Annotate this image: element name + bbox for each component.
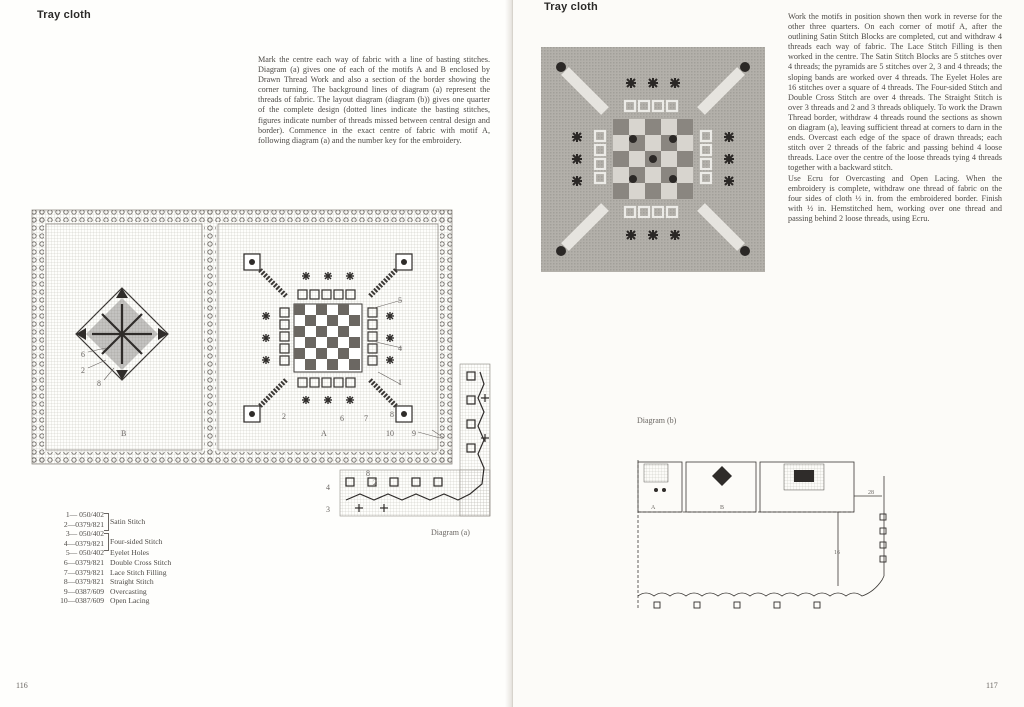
left-page-title: Tray cloth <box>37 9 91 21</box>
label-3-border: 3 <box>326 505 330 514</box>
label-9: 9 <box>412 429 416 438</box>
key-row-3: 3— 050/402 <box>65 529 104 539</box>
tray-cloth-photo <box>541 47 765 272</box>
left-instructions <box>258 55 490 146</box>
label-1: 1 <box>398 378 402 387</box>
label-2: 2 <box>282 412 286 421</box>
tray-cloth-photo-image <box>541 47 765 272</box>
left-paragraph: Mark the centre each way of fabric with a line of basting stitches. Diagram (a) gives one of each of the motifs A and B enclosed by Drawn Thread Work and also a section of the border showing the corner turning. The background lines of diagram (a) represent the threads of fabric. The layout diagram (diagram (b)) gives one quarter of the complete design (dotted lines indicate the basting stitches, figures indicate number of threads missed between central design and border). Commence in the exact centre of fabric with motif A, following diagram (a) and the number key for the embroidery. <box>258 55 490 145</box>
right-paragraph-2: Use Ecru for Overcasting and Open Lacing. When the embroidery is complete, withdraw one thread of fabric on the four sides of cloth ½ in. from the embroidered border. Finish with ½ in. Hemstitched hem, working over one thread and passing behind 2 loose threads, using Ecru. <box>788 173 1002 223</box>
label-2-b: 2 <box>81 366 85 375</box>
diagram-b <box>634 456 904 612</box>
bracket-label-four-sided: Four-sided Stitch <box>110 537 163 546</box>
key-row-6: 6—0379/821 Double Cross Stitch <box>63 557 172 567</box>
right-page-number: 117 <box>986 681 998 690</box>
label-a: A <box>321 429 327 438</box>
key-row-7: 7—0379/821 Lace Stitch Filling <box>63 567 167 577</box>
label-2-border: 2 <box>373 478 377 487</box>
label-6: 6 <box>340 414 344 423</box>
diagram-b-label-16: 16 <box>834 550 840 556</box>
key-row-5: 5— 050/402 Eyelet Holes <box>65 548 150 558</box>
right-instructions <box>788 12 1002 224</box>
right-page-title: Tray cloth <box>544 1 598 13</box>
key-row-2: 2—0379/821 <box>63 519 104 529</box>
label-8-border: 8 <box>366 469 370 478</box>
diagram-b-label-28: 28 <box>868 490 874 496</box>
diagram-b-caption: Diagram (b) <box>637 416 677 425</box>
key-row-10: 10—0387/609 Open Lacing <box>60 596 150 606</box>
left-page-number: 116 <box>16 681 28 690</box>
bracket-satin <box>104 513 109 531</box>
stitch-key <box>30 510 171 606</box>
label-8: 8 <box>390 410 394 419</box>
key-row-4: 4—0379/821 <box>63 538 104 548</box>
bracket-four-sided <box>104 533 109 551</box>
label-8-b: 8 <box>97 379 101 388</box>
label-5: 5 <box>398 296 402 305</box>
diagram-a-caption: Diagram (a) <box>431 528 470 537</box>
bracket-label-satin: Satin Stitch <box>110 517 146 526</box>
diagram-b-label-b: B <box>720 505 725 511</box>
diagram-b-label-a: A <box>651 505 656 511</box>
key-row-1: 1— 050/402 <box>65 510 104 519</box>
label-6-b: 6 <box>81 350 85 359</box>
label-7: 7 <box>364 414 368 423</box>
key-row-9: 9—0387/609 Overcasting <box>63 586 147 596</box>
label-4-border: 4 <box>326 483 330 492</box>
key-row-8: 8—0379/821 Straight Stitch <box>63 577 154 587</box>
label-10: 10 <box>386 429 394 438</box>
label-b: B <box>121 429 127 438</box>
right-paragraph-1: Work the motifs in position shown then work in reverse for the other three quarters. On each corner of motif A, after the outlining Satin Stitch Blocks are completed, cut and withdraw 4 threads each way of fabric. The Lace Stitch Filling is then worked in the centre. The Satin Stitch Blocks are 5 stitches over 4 threads; the pyramids are 5 stitches over 2, 3 and 4 threads; the sloping bands are worked over 4 threads. The Eyelet Holes are 16 stitches over a square of 4 threads. The Four-sided Stitch and Double Cross Stitch are over 4 threads. The Straight Stitch is over 3 threads and 2 and 3 threads obliquely. To work the Drawn Thread border, withdraw 4 threads round the sections as shown on diagram (a), leaving sufficient thread at corners to darn in the ends. Overcast each edge of the space of drawn threads; each stitch over 2 threads of the fabric and passing behind 4 loose threads. Lace over the centre of the loose threads tying 4 threads together with a backward stitch. <box>788 12 1002 173</box>
label-4: 4 <box>398 344 402 353</box>
diagram-a <box>30 208 492 520</box>
